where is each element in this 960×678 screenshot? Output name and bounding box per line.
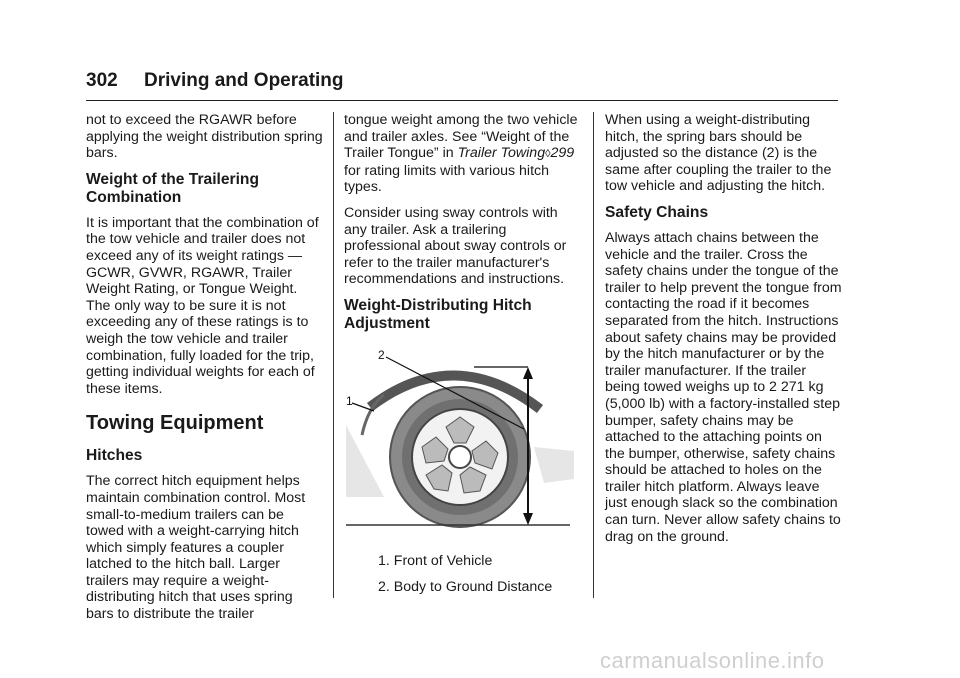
heading-towing-equipment: Towing Equipment	[86, 412, 264, 435]
paragraph-text: for rating limits with various hitch types.	[344, 162, 549, 196]
figure-caption-2: 2. Body to Ground Distance	[378, 578, 553, 595]
column-1	[86, 112, 324, 632]
column-divider	[593, 112, 594, 598]
section-title: Driving and Operating	[144, 70, 344, 91]
paragraph: not to exceed the RGAWR before applying the weight distribution spring bars.	[86, 112, 323, 162]
figure-caption-1: 1. Front of Vehicle	[378, 552, 493, 569]
figure-label-2: 2	[378, 347, 385, 362]
paragraph: Always attach chains between the vehicle and the trailer. Cross the safety chains under the tongue of the trailer to help prevent the tongue from contacting the road if it becomes separated from the hitch. Instructions about safety chains may be provided by the hitch manufacturer or by the trailer manufacturer. If the trailer being towed weighs up to 2 271 kg (5,000 lb) with a factory-installed step bumper, safety chains may be attached to the attaching points on the bumper, otherwise, safety chains should be attached to holes on the trailer hitch platform. Always leave just enough slack so the combination can turn. Never allow safety chains to drag on the ground.	[605, 229, 842, 545]
heading-hitches: Hitches	[86, 447, 143, 465]
paragraph: Consider using sway controls with any trailer. Ask a trailering professional about sway controls or refer to the trailer manufacturer's recommendations and instructions.	[344, 204, 567, 288]
heading-hitch-adjustment: Weight-Distributing Hitch Adjustment	[344, 296, 532, 332]
cross-reference-page[interactable]: 299	[550, 145, 575, 162]
column-3	[605, 112, 843, 554]
watermark: carmanualsonline.info	[600, 648, 825, 673]
paragraph-text: tongue weight among the two vehicle and trailer axles. See “Weight of the Trailer Tongue” in	[344, 112, 578, 162]
paragraph: The correct hitch equipment helps maintain combination control. Most small-to-medium trailers can be towed with a weight-carrying hitch which simply features a coupler latched to the hitch ball. Larger trailers may require a weight-distributing hitch that uses spring bars to distribute the trailer	[86, 473, 306, 623]
wheel-illustration	[344, 347, 574, 535]
page-number: 302	[86, 70, 118, 91]
heading-safety-chains: Safety Chains	[605, 203, 709, 221]
figure-label-1: 1	[346, 393, 353, 408]
column-2	[344, 112, 582, 596]
paragraph: It is important that the combination of the tow vehicle and trailer does not exceed any of its weight ratings — GCWR, GVWR, RGAWR, Trailer Weight Rating, or Tongue Weight. The only way to be sure it is not exceeding any of these ratings is to weigh the tow vehicle and trailer combination, fully loaded for the trip, getting individual weights for each of these items.	[86, 214, 319, 397]
column-divider	[333, 112, 334, 598]
page-header	[86, 70, 838, 101]
paragraph	[344, 112, 582, 196]
reference-arrow-icon: ◊	[545, 148, 551, 161]
cross-reference-link[interactable]: Trailer Towing	[457, 145, 546, 162]
paragraph: When using a weight-distributing hitch, the spring bars should be adjusted so the distance (2) is the same after coupling the trailer to the tow vehicle and adjusting the hitch.	[605, 112, 832, 195]
heading-weight-combination: Weight of the Trailering Combination	[86, 170, 259, 206]
